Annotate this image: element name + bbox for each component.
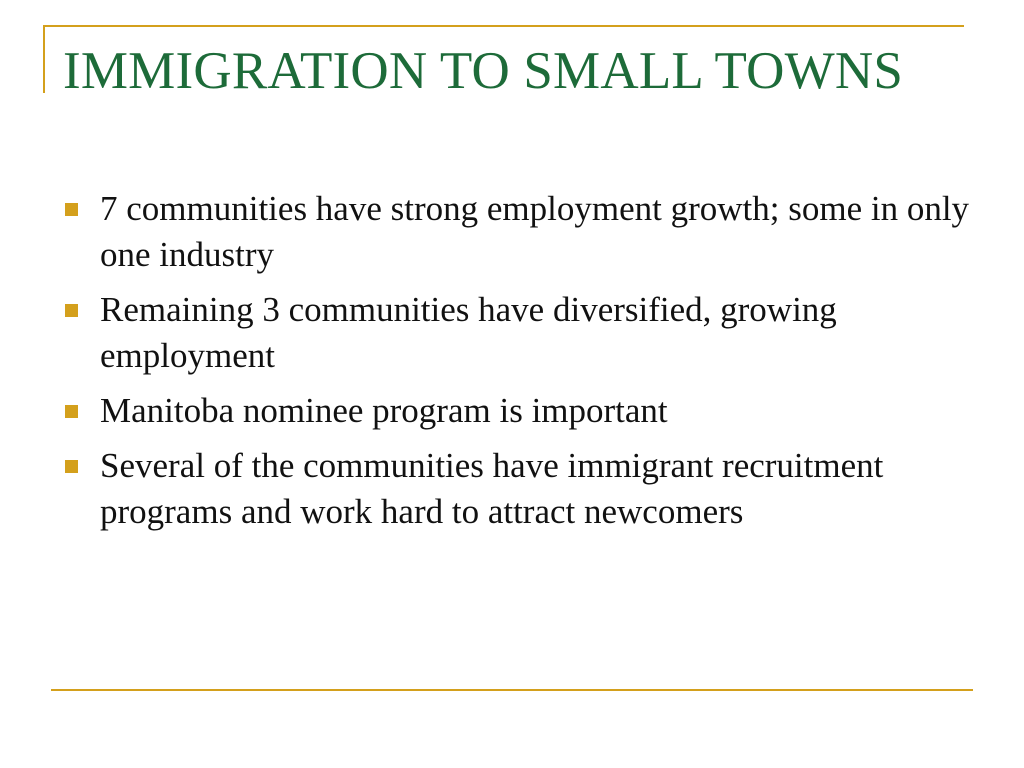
left-frame-rule: [43, 25, 45, 93]
top-frame-rule: [43, 25, 964, 27]
square-bullet-icon: [65, 460, 78, 473]
square-bullet-icon: [65, 304, 78, 317]
list-item: [63, 186, 973, 278]
slide-title: IMMIGRATION TO SMALL TOWNS: [63, 42, 904, 100]
list-item: [63, 443, 973, 535]
bullet-text: Several of the communities have immigrant recruitment programs and work hard to attract newcomers: [100, 446, 884, 531]
list-item: [63, 388, 973, 434]
list-item: [63, 287, 973, 379]
bullet-text: 7 communities have strong employment growth; some in only one industry: [100, 189, 970, 274]
square-bullet-icon: [65, 203, 78, 216]
bullet-list: [63, 186, 973, 544]
square-bullet-icon: [65, 405, 78, 418]
footer-rule: [51, 689, 973, 691]
bullet-text: Manitoba nominee program is important: [100, 391, 668, 430]
bullet-text: Remaining 3 communities have diversified, growing employment: [100, 290, 837, 375]
